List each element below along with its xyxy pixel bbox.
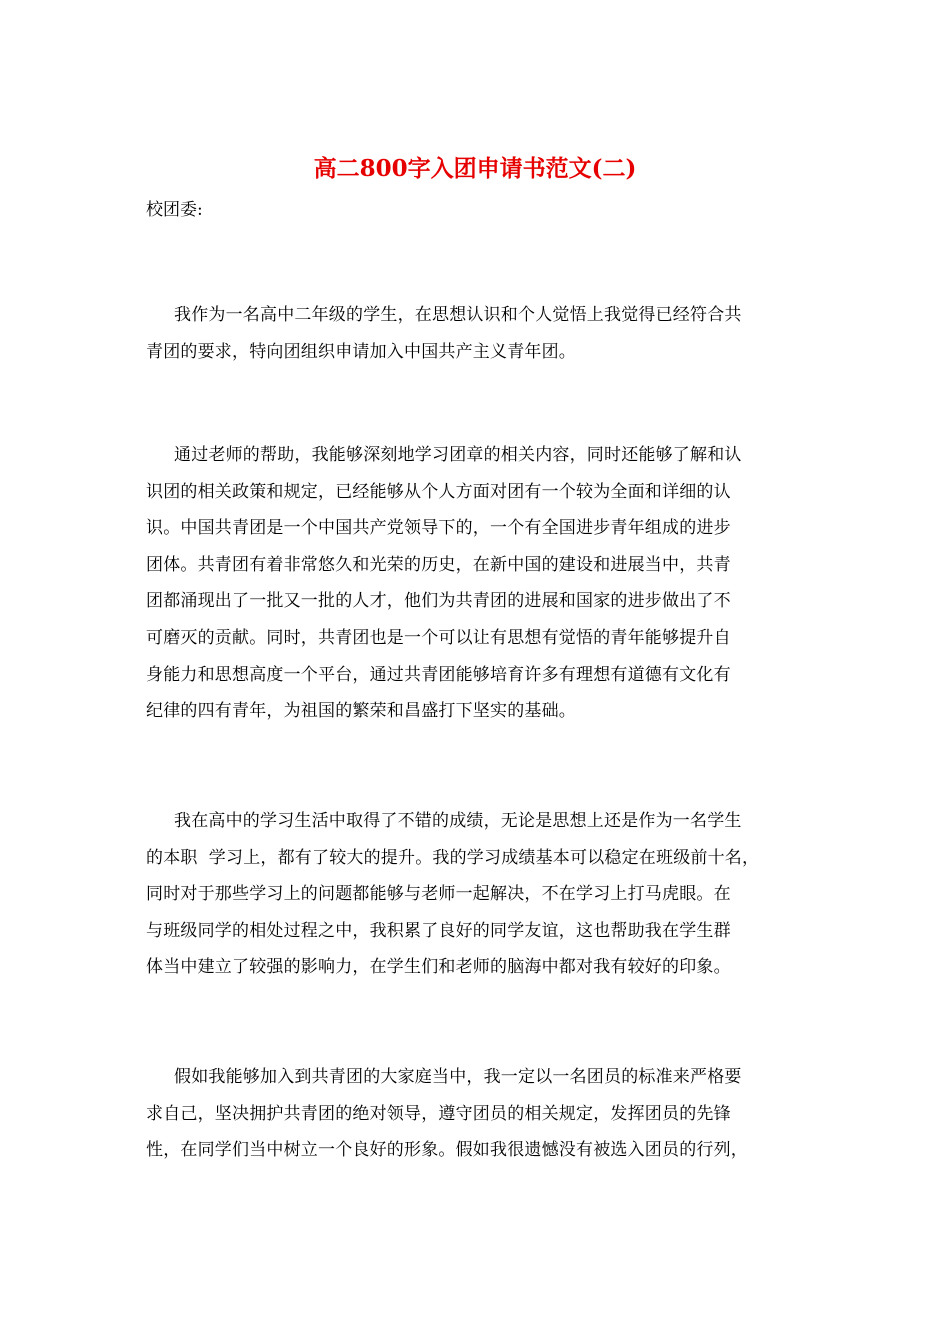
paragraph-line: 体当中建立了较强的影响力，在学生们和老师的脑海中都对我有较好的印象。 <box>146 957 731 978</box>
paragraph-line: 同时对于那些学习上的问题都能够与老师一起解决，不在学习上打马虎眼。在 <box>146 884 731 905</box>
paragraph-line: 性，在同学们当中树立一个良好的形象。假如我很遗憾没有被选入团员的行列， <box>146 1140 748 1161</box>
paragraph-3 <box>146 803 806 986</box>
paragraph-line: 的本职 学习上，都有了较大的提升。我的学习成绩基本可以稳定在班级前十名， <box>146 847 760 868</box>
document-title: 高二800字入团申请书范文(二) <box>313 155 637 182</box>
paragraph-line: 团都涌现出了一批又一批的人才，他们为共青团的进展和国家的进步做出了不 <box>146 591 731 612</box>
paragraph-line: 识。中国共青团是一个中国共产党领导下的，一个有全国进步青年组成的进步 <box>146 518 731 539</box>
paragraph-line: 与班级同学的相处过程之中，我积累了良好的同学友谊，这也帮助我在学生群 <box>146 920 731 941</box>
paragraph-line: 纪律的四有青年，为祖国的繁荣和昌盛打下坚实的基础。 <box>146 701 576 722</box>
paragraph-line: 我在高中的学习生活中取得了不错的成绩，无论是思想上还是作为一名学生 <box>174 811 742 831</box>
paragraph-line: 假如我能够加入到共青团的大家庭当中，我一定以一名团员的标准来严格要 <box>174 1067 742 1087</box>
paragraph-line: 青团的要求，特向团组织申请加入中国共产主义青年团。 <box>146 341 576 362</box>
paragraph-1 <box>146 297 806 370</box>
paragraph-4 <box>146 1059 806 1169</box>
paragraph-line: 团体。共青团有着非常悠久和光荣的历史，在新中国的建设和进展当中，共青 <box>146 554 731 575</box>
paragraph-2 <box>146 437 806 730</box>
paragraph-line: 可磨灭的贡献。同时，共青团也是一个可以让有思想有觉悟的青年能够提升自 <box>146 627 731 648</box>
salutation: 校团委: <box>146 200 203 220</box>
paragraph-line: 求自己，坚决拥护共青团的绝对领导，遵守团员的相关规定，发挥团员的先锋 <box>146 1103 731 1124</box>
paragraph-line: 我作为一名高中二年级的学生，在思想认识和个人觉悟上我觉得已经符合共 <box>174 305 742 325</box>
paragraph-line: 识团的相关政策和规定，已经能够从个人方面对团有一个较为全面和详细的认 <box>146 481 731 502</box>
paragraph-line: 身能力和思想高度一个平台，通过共青团能够培育许多有理想有道德有文化有 <box>146 664 731 685</box>
paragraph-line: 通过老师的帮助，我能够深刻地学习团章的相关内容，同时还能够了解和认 <box>174 445 742 465</box>
